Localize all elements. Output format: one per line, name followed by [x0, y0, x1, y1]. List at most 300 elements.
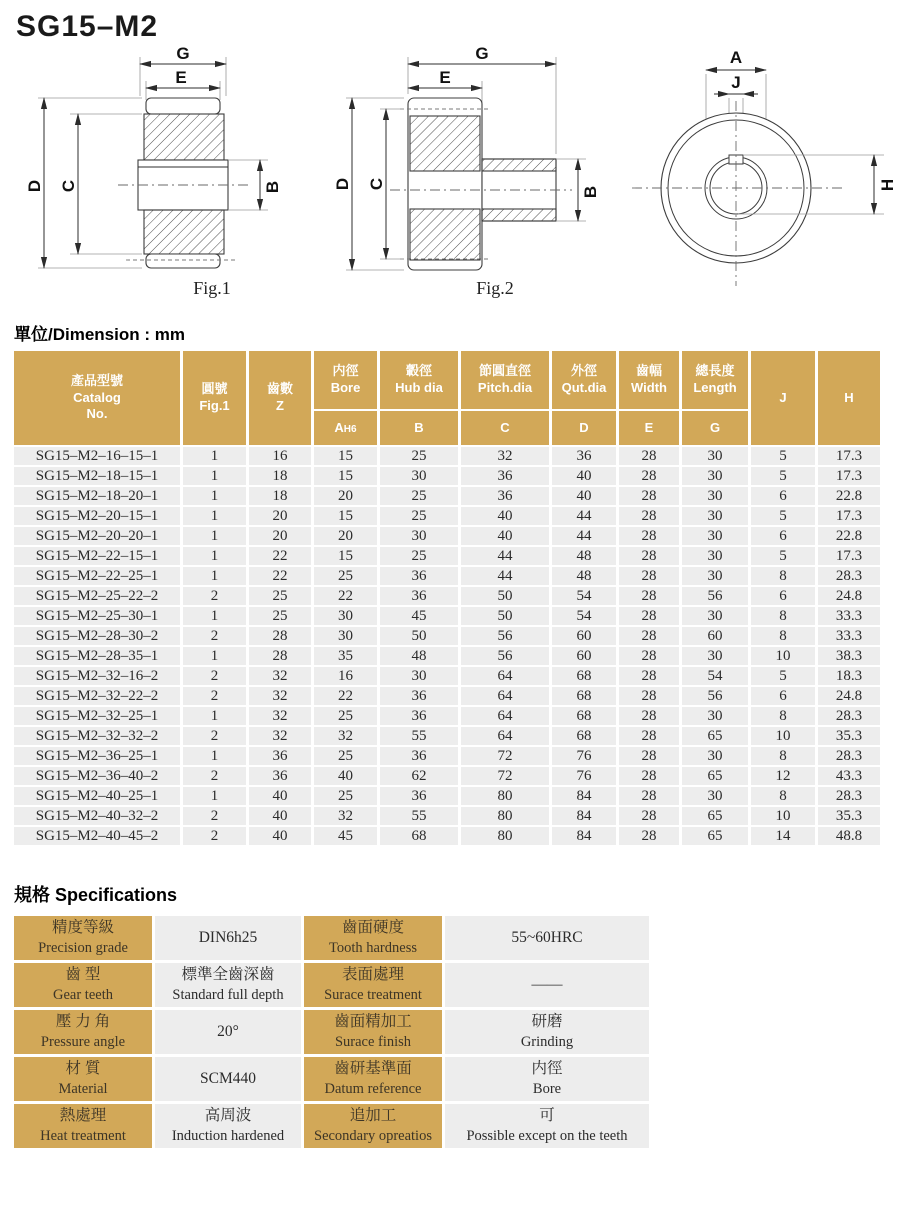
pitch-sub-label: C: [500, 419, 510, 435]
dimension-value-cell: 1: [183, 647, 246, 665]
dimension-value-cell: 68: [552, 707, 616, 725]
fig1-caption: Fig.1: [193, 278, 231, 298]
dimension-value-cell: 28: [619, 627, 679, 645]
col-header-out: [552, 351, 616, 409]
dimension-value-cell: 68: [552, 727, 616, 745]
dimension-value-cell: 6: [751, 527, 815, 545]
dimension-value-cell: 48: [552, 547, 616, 565]
technical-drawings: [0, 46, 900, 310]
dimension-value-cell: 28.3: [818, 787, 880, 805]
dimension-value-cell: 65: [682, 727, 748, 745]
col-header-pitch-zh: 節圓直徑: [478, 363, 531, 379]
dimension-value-cell: 28: [619, 707, 679, 725]
dimension-value-cell: 18: [249, 467, 311, 485]
width-sub-label: E: [644, 419, 654, 435]
dimension-value-cell: 22.8: [818, 487, 880, 505]
dimension-value-cell: 65: [682, 827, 748, 845]
dimension-value-cell: 28: [619, 747, 679, 765]
spec-row: [14, 1057, 649, 1101]
dimension-value-cell: 22: [314, 687, 377, 705]
dimension-value-cell: 36: [249, 747, 311, 765]
dimension-value-cell: 32: [249, 727, 311, 745]
dimension-value-cell: 8: [751, 707, 815, 725]
dimension-value-cell: 35.3: [818, 807, 880, 825]
spec-label-cell: 表面處理 Surace treatment: [304, 963, 442, 1007]
table-row: [14, 607, 880, 625]
dimension-value-cell: 17.3: [818, 447, 880, 465]
dimension-value-cell: 48: [380, 647, 458, 665]
dimension-value-cell: 18: [249, 487, 311, 505]
catalog-no-cell: SG15–M2–28–35–1: [14, 647, 180, 665]
dimension-value-cell: 80: [461, 787, 549, 805]
spec-value-cell: 標準全齒深齒 Standard full depth: [155, 963, 301, 1007]
dimension-value-cell: 68: [380, 827, 458, 845]
col-header-width: [619, 351, 679, 409]
col-header-catalog-en2: No.: [86, 406, 108, 422]
spec-table: [11, 913, 652, 1151]
dimension-table: [11, 349, 883, 847]
dimension-value-cell: 28: [249, 647, 311, 665]
catalog-no-cell: SG15–M2–16–15–1: [14, 447, 180, 465]
col-header-out-en: Qut.dia: [561, 380, 607, 395]
dimension-value-cell: 32: [249, 667, 311, 685]
dimension-value-cell: 32: [249, 707, 311, 725]
catalog-no-cell: SG15–M2–28–30–2: [14, 627, 180, 645]
dimension-value-cell: 25: [314, 787, 377, 805]
col-header-pitch-en: Pitch.dia: [477, 380, 533, 395]
col-subheader-hub: [380, 411, 458, 445]
col-header-width-en: Width: [631, 380, 667, 395]
dimension-value-cell: 25: [380, 547, 458, 565]
dimension-value-cell: 18.3: [818, 667, 880, 685]
table-row: [14, 687, 880, 705]
dimension-value-cell: 22.8: [818, 527, 880, 545]
spec-value-cell: 高周波 Induction hardened: [155, 1104, 301, 1148]
dimension-value-cell: 1: [183, 747, 246, 765]
dimension-value-cell: 20: [249, 527, 311, 545]
dimension-value-cell: 28: [619, 807, 679, 825]
dimension-value-cell: 20: [314, 487, 377, 505]
dimension-value-cell: 40: [249, 807, 311, 825]
dimension-value-cell: 30: [682, 567, 748, 585]
catalog-no-cell: SG15–M2–32–32–2: [14, 727, 180, 745]
dimension-value-cell: 14: [751, 827, 815, 845]
catalog-no-cell: SG15–M2–20–20–1: [14, 527, 180, 545]
dimension-value-cell: 54: [552, 607, 616, 625]
spec-value-cell: ——: [445, 963, 649, 1007]
col-header-pitch: [461, 351, 549, 409]
col-header-z-en: Z: [276, 398, 284, 413]
col-header-h: [818, 351, 880, 445]
dimension-value-cell: 10: [751, 807, 815, 825]
fig1-dim-g: G: [176, 46, 190, 63]
dimension-value-cell: 45: [314, 827, 377, 845]
dimension-value-cell: 1: [183, 567, 246, 585]
dimension-value-cell: 64: [461, 707, 549, 725]
col-header-bore-zh: 内徑: [332, 363, 359, 379]
dimension-value-cell: 40: [552, 487, 616, 505]
spec-row: [14, 1010, 649, 1054]
page-title: SG15–M2: [16, 10, 159, 43]
fig1-dim-d: D: [25, 179, 44, 193]
dimension-value-cell: 64: [461, 727, 549, 745]
catalog-no-cell: SG15–M2–25–30–1: [14, 607, 180, 625]
dimension-value-cell: 25: [249, 607, 311, 625]
dimension-value-cell: 84: [552, 807, 616, 825]
dimension-value-cell: 36: [380, 687, 458, 705]
dimension-value-cell: 1: [183, 707, 246, 725]
col-header-length-en: Length: [693, 380, 737, 395]
dimension-value-cell: 35: [314, 647, 377, 665]
dimension-value-cell: 44: [461, 567, 549, 585]
dimension-value-cell: 36: [380, 707, 458, 725]
dimension-value-cell: 65: [682, 807, 748, 825]
dimension-value-cell: 30: [380, 467, 458, 485]
dimension-value-cell: 84: [552, 827, 616, 845]
table-row: [14, 567, 880, 585]
dimension-value-cell: 30: [682, 547, 748, 565]
dimension-value-cell: 28: [619, 507, 679, 525]
dimension-value-cell: 28: [619, 767, 679, 785]
dimension-value-cell: 30: [682, 747, 748, 765]
catalog-no-cell: SG15–M2–18–15–1: [14, 467, 180, 485]
dimension-value-cell: 30: [682, 447, 748, 465]
dimension-value-cell: 30: [682, 527, 748, 545]
fig2-dim-e: E: [439, 68, 451, 87]
catalog-no-cell: SG15–M2–40–45–2: [14, 827, 180, 845]
dimension-value-cell: 40: [249, 827, 311, 845]
dimension-value-cell: 1: [183, 527, 246, 545]
col-header-z-zh: 齒數: [266, 381, 293, 397]
col-header-fig-zh: 圓號: [201, 381, 228, 397]
spec-value-cell: 研磨 Grinding: [445, 1010, 649, 1054]
dimension-value-cell: 45: [380, 607, 458, 625]
dimension-value-cell: 22: [249, 547, 311, 565]
dimension-value-cell: 60: [552, 627, 616, 645]
dimension-value-cell: 8: [751, 747, 815, 765]
dimension-value-cell: 36: [461, 487, 549, 505]
dimension-value-cell: 40: [552, 467, 616, 485]
bore-sub-small: H6: [343, 423, 357, 435]
dimension-value-cell: 60: [682, 627, 748, 645]
spec-label-cell: 齒 型 Gear teeth: [14, 963, 152, 1007]
dimension-value-cell: 2: [183, 727, 246, 745]
dimension-value-cell: 2: [183, 767, 246, 785]
table-row: [14, 727, 880, 745]
catalog-no-cell: SG15–M2–32–22–2: [14, 687, 180, 705]
dimension-value-cell: 20: [314, 527, 377, 545]
dimension-value-cell: 28: [619, 647, 679, 665]
col-header-j-label: J: [779, 389, 787, 405]
dimension-value-cell: 28: [619, 567, 679, 585]
dimension-value-cell: 36: [380, 567, 458, 585]
dimension-value-cell: 15: [314, 507, 377, 525]
col-header-catalog-zh: 產品型號: [70, 372, 123, 388]
table-row: [14, 507, 880, 525]
spec-label-cell: 精度等級 Precision grade: [14, 916, 152, 960]
dimension-value-cell: 28.3: [818, 707, 880, 725]
dimension-value-cell: 1: [183, 467, 246, 485]
table-row: [14, 807, 880, 825]
dimension-value-cell: 28: [619, 727, 679, 745]
col-subheader-bore: [314, 411, 377, 445]
spec-label-cell: 壓 力 角 Pressure angle: [14, 1010, 152, 1054]
dimension-value-cell: 32: [314, 807, 377, 825]
col-header-bore: [314, 351, 377, 409]
dimension-value-cell: 50: [380, 627, 458, 645]
col-header-hub: [380, 351, 458, 409]
col-header-h-label: H: [844, 389, 854, 405]
table-row: [14, 767, 880, 785]
dimension-value-cell: 32: [314, 727, 377, 745]
dimension-value-cell: 30: [682, 607, 748, 625]
table-row: [14, 787, 880, 805]
dimension-value-cell: 40: [461, 507, 549, 525]
col-subheader-width: [619, 411, 679, 445]
spec-label-cell: 熱處理 Heat treatment: [14, 1104, 152, 1148]
dimension-value-cell: 32: [249, 687, 311, 705]
dimension-value-cell: 32: [461, 447, 549, 465]
col-header-length-zh: 總長度: [695, 363, 735, 379]
dimension-value-cell: 25: [380, 487, 458, 505]
dimension-value-cell: 20: [249, 507, 311, 525]
dimension-value-cell: 28: [619, 827, 679, 845]
front-dim-h: H: [878, 178, 897, 192]
spec-table-body: [14, 916, 649, 1148]
catalog-no-cell: SG15–M2–32–16–2: [14, 667, 180, 685]
dimension-value-cell: 1: [183, 787, 246, 805]
hub-sub-label: B: [414, 419, 424, 435]
table-row: [14, 827, 880, 845]
dimension-value-cell: 30: [682, 487, 748, 505]
dimension-value-cell: 25: [314, 567, 377, 585]
table-row: [14, 667, 880, 685]
dimension-value-cell: 8: [751, 567, 815, 585]
table-row: [14, 747, 880, 765]
table-row: [14, 467, 880, 485]
catalog-no-cell: SG15–M2–22–25–1: [14, 567, 180, 585]
dimension-value-cell: 25: [314, 747, 377, 765]
spec-value-cell: 55~60HRC: [445, 916, 649, 960]
spec-label-cell: 追加工 Secondary opreatios: [304, 1104, 442, 1148]
dimension-value-cell: 2: [183, 687, 246, 705]
fig1-dim-c: C: [59, 179, 78, 193]
dimension-value-cell: 22: [314, 587, 377, 605]
spec-value-cell: 20°: [155, 1010, 301, 1054]
col-header-width-zh: 齒幅: [635, 363, 662, 379]
dimension-value-cell: 28: [619, 467, 679, 485]
dimension-value-cell: 12: [751, 767, 815, 785]
dimension-value-cell: 15: [314, 447, 377, 465]
dimension-value-cell: 22: [249, 567, 311, 585]
fig2-dim-b: B: [581, 185, 600, 199]
dimension-value-cell: 6: [751, 687, 815, 705]
spec-label-cell: 齒面精加工 Surace finish: [304, 1010, 442, 1054]
col-header-catalog: [14, 351, 180, 445]
dimension-value-cell: 15: [314, 547, 377, 565]
dimension-value-cell: 28: [619, 687, 679, 705]
dimension-value-cell: 44: [461, 547, 549, 565]
catalog-no-cell: SG15–M2–18–20–1: [14, 487, 180, 505]
dimension-value-cell: 36: [552, 447, 616, 465]
dimension-value-cell: 16: [249, 447, 311, 465]
length-sub-label: G: [709, 419, 721, 435]
dimension-value-cell: 36: [461, 467, 549, 485]
dimension-value-cell: 65: [682, 767, 748, 785]
dimension-value-cell: 36: [380, 787, 458, 805]
dimension-value-cell: 72: [461, 747, 549, 765]
col-header-z: [249, 351, 311, 445]
spec-row: [14, 1104, 649, 1148]
col-header-out-zh: 外徑: [570, 363, 597, 379]
dimension-value-cell: 44: [552, 527, 616, 545]
dimension-value-cell: 28: [619, 547, 679, 565]
col-header-hub-zh: 轂徑: [405, 363, 432, 379]
fig2-dim-c: C: [367, 177, 386, 191]
dimension-value-cell: 64: [461, 667, 549, 685]
dimension-unit-label: 單位/Dimension : mm: [14, 325, 185, 344]
dimension-value-cell: 1: [183, 547, 246, 565]
dimension-value-cell: 72: [461, 767, 549, 785]
catalog-no-cell: SG15–M2–36–25–1: [14, 747, 180, 765]
catalog-no-cell: SG15–M2–36–40–2: [14, 767, 180, 785]
dimension-value-cell: 28: [619, 447, 679, 465]
spec-value-cell: DIN6h25: [155, 916, 301, 960]
dimension-value-cell: 68: [552, 667, 616, 685]
catalog-no-cell: SG15–M2–20–15–1: [14, 507, 180, 525]
dimension-value-cell: 30: [682, 707, 748, 725]
dimension-value-cell: 30: [314, 627, 377, 645]
dimension-value-cell: 8: [751, 787, 815, 805]
dimension-table-body: [14, 447, 880, 845]
dimension-value-cell: 55: [380, 807, 458, 825]
dimension-value-cell: 2: [183, 587, 246, 605]
dimension-value-cell: 5: [751, 507, 815, 525]
dimension-value-cell: 8: [751, 607, 815, 625]
dimension-value-cell: 5: [751, 447, 815, 465]
dimension-value-cell: 15: [314, 467, 377, 485]
fig2-dim-d: D: [333, 177, 352, 191]
catalog-no-cell: SG15–M2–32–25–1: [14, 707, 180, 725]
fig2-drawing: [330, 46, 640, 308]
dimension-value-cell: 5: [751, 667, 815, 685]
dimension-value-cell: 1: [183, 607, 246, 625]
dimension-value-cell: 24.8: [818, 687, 880, 705]
col-header-j: [751, 351, 815, 445]
dimension-value-cell: 25: [380, 507, 458, 525]
col-header-catalog-en1: Catalog: [73, 389, 121, 405]
dimension-value-cell: 2: [183, 627, 246, 645]
fig2-caption: Fig.2: [476, 278, 514, 298]
catalog-no-cell: SG15–M2–22–15–1: [14, 547, 180, 565]
dimension-value-cell: 5: [751, 547, 815, 565]
dimension-value-cell: 54: [552, 587, 616, 605]
dimension-value-cell: 36: [380, 747, 458, 765]
dimension-value-cell: 25: [380, 447, 458, 465]
dimension-value-cell: 17.3: [818, 507, 880, 525]
dimension-value-cell: 33.3: [818, 627, 880, 645]
fig2-dim-g: G: [475, 46, 489, 63]
dimension-value-cell: 35.3: [818, 727, 880, 745]
dimension-value-cell: 10: [751, 647, 815, 665]
table-row: [14, 707, 880, 725]
dimension-value-cell: 40: [249, 787, 311, 805]
dimension-value-cell: 28: [249, 627, 311, 645]
col-subheader-pitch: [461, 411, 549, 445]
catalog-no-cell: SG15–M2–25–22–2: [14, 587, 180, 605]
fig1-drawing: [20, 46, 320, 308]
table-row: [14, 527, 880, 545]
dimension-value-cell: 28: [619, 787, 679, 805]
table-row: [14, 647, 880, 665]
dimension-value-cell: 44: [552, 507, 616, 525]
dimension-value-cell: 54: [682, 667, 748, 685]
dimension-value-cell: 5: [751, 467, 815, 485]
dimension-value-cell: 28: [619, 667, 679, 685]
out-sub-label: D: [579, 419, 589, 435]
dimension-value-cell: 28: [619, 527, 679, 545]
dimension-value-cell: 50: [461, 587, 549, 605]
dimension-value-cell: 28: [619, 487, 679, 505]
dimension-value-cell: 30: [682, 787, 748, 805]
dimension-value-cell: 43.3: [818, 767, 880, 785]
dimension-value-cell: 10: [751, 727, 815, 745]
spec-value-cell: 可 Possible except on the teeth: [445, 1104, 649, 1148]
dimension-value-cell: 6: [751, 587, 815, 605]
dimension-value-cell: 80: [461, 807, 549, 825]
dimension-value-cell: 25: [249, 587, 311, 605]
col-header-bore-en: Bore: [330, 380, 361, 395]
dimension-value-cell: 30: [682, 507, 748, 525]
fig1-dim-e: E: [175, 68, 187, 87]
fig1-dim-b: B: [263, 180, 282, 194]
dimension-value-cell: 2: [183, 667, 246, 685]
dimension-value-cell: 64: [461, 687, 549, 705]
dimension-value-cell: 24.8: [818, 587, 880, 605]
spec-heading: 規格 Specifications: [14, 885, 178, 905]
dimension-value-cell: 62: [380, 767, 458, 785]
dimension-value-cell: 2: [183, 827, 246, 845]
col-header-fig: [183, 351, 246, 445]
spec-value-cell: 内徑 Bore: [445, 1057, 649, 1101]
dimension-value-cell: 55: [380, 727, 458, 745]
spec-value-cell: SCM440: [155, 1057, 301, 1101]
table-row: [14, 547, 880, 565]
dimension-value-cell: 56: [682, 587, 748, 605]
spec-row: [14, 963, 649, 1007]
dimension-value-cell: 76: [552, 767, 616, 785]
col-header-hub-en: Hub dia: [395, 380, 443, 395]
catalog-no-cell: SG15–M2–40–32–2: [14, 807, 180, 825]
col-subheader-out: [552, 411, 616, 445]
dimension-value-cell: 30: [380, 527, 458, 545]
col-subheader-length: [682, 411, 748, 445]
table-row: [14, 487, 880, 505]
spec-label-cell: 齒研基準面 Datum reference: [304, 1057, 442, 1101]
front-view-drawing: [630, 46, 900, 308]
dimension-value-cell: 28: [619, 607, 679, 625]
dimension-value-cell: 60: [552, 647, 616, 665]
dimension-value-cell: 76: [552, 747, 616, 765]
dimension-value-cell: 1: [183, 507, 246, 525]
col-header-length: [682, 351, 748, 409]
dimension-value-cell: 36: [380, 587, 458, 605]
spec-label-cell: 材 質 Material: [14, 1057, 152, 1101]
dimension-value-cell: 28.3: [818, 747, 880, 765]
dimension-value-cell: 38.3: [818, 647, 880, 665]
dimension-value-cell: 80: [461, 827, 549, 845]
dimension-value-cell: 48.8: [818, 827, 880, 845]
